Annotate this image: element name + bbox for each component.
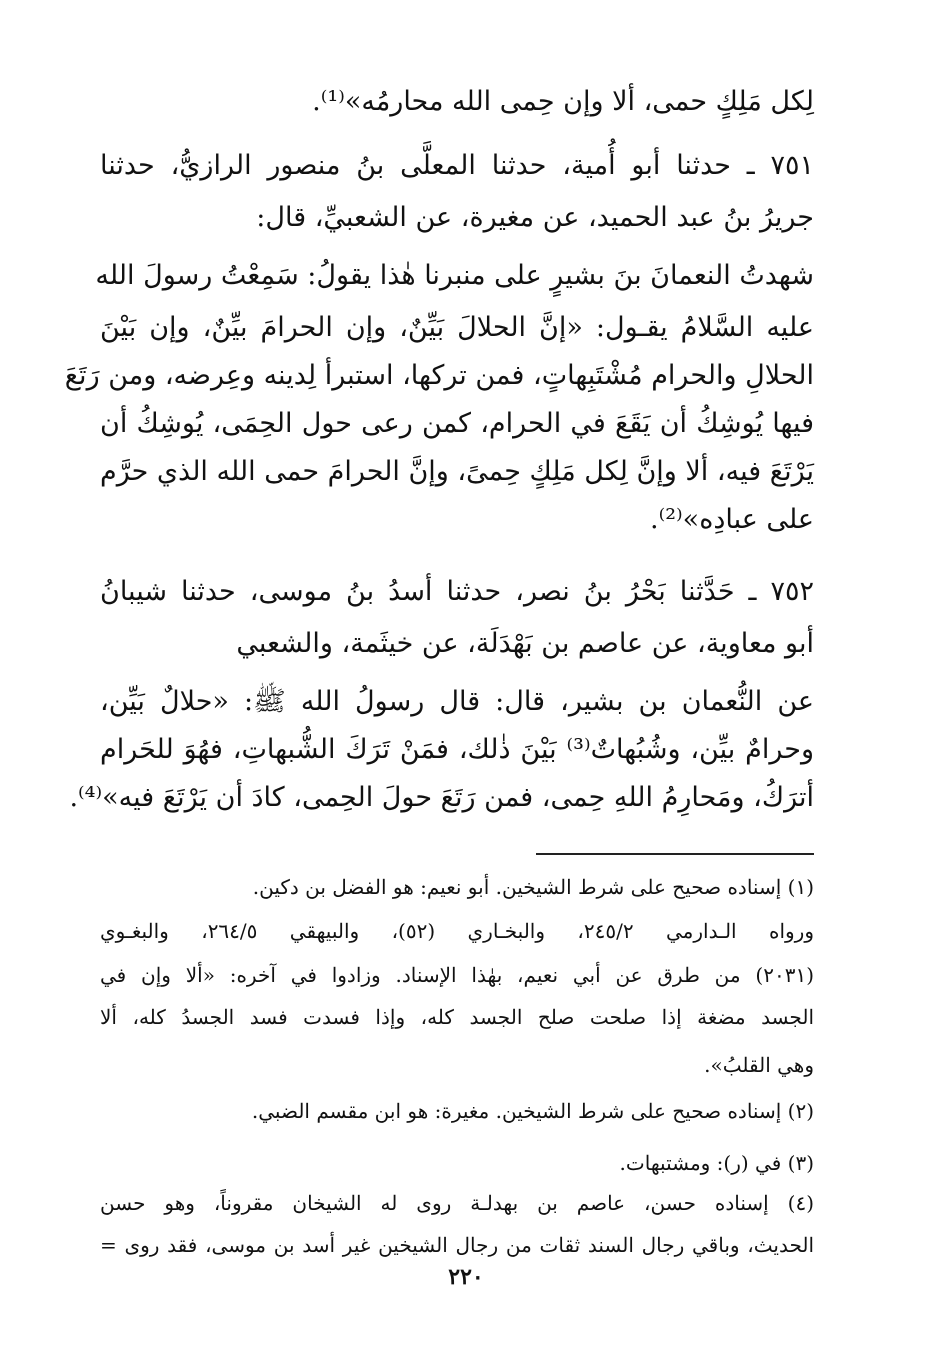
text-line: أبو معاوية، عن عاصم بن بَهْدَلَة، عن خيثَمة، والشعبي <box>236 628 814 659</box>
text-line: عن النُّعمان بن بشير، قال: قال رسولُ الله ﷺ: «حلالٌ بَيِّن، <box>100 686 814 717</box>
footnote-line: الجسد مضغة إذا صلحت صلح الجسد كله، وإذا فسدت فسد الجسدُ كله، ألا <box>100 1005 814 1029</box>
footnote-line: (٢) إسناده صحيح على شرط الشيخين. مغيرة: هو ابن مقسم الضبي. <box>251 1099 814 1123</box>
footnote-separator <box>536 853 814 855</box>
text-line: يَرْتَعَ فيه، ألا وإنَّ لِكل مَلِكٍ حِمىً، وإنَّ الحرامَ حمى الله الذي حرَّم <box>100 456 814 487</box>
hadith-751-line: ٧٥١ ـ حدثنا أبو أُمية، حدثنا المعلَّى بنُ منصور الرازيُّ، حدثنا <box>100 150 814 181</box>
page-number: ٢٢٠ <box>448 1264 484 1290</box>
text-line: جريرُ بنُ عبد الحميد، عن مغيرة، عن الشعبيِّ، قال: <box>256 202 814 233</box>
text-line: الحلالِ والحرام مُشْتَبِهاتٍ، فمن تركها، استبرأ لِدينه وعِرضه، ومن رَتَعَ <box>64 360 814 391</box>
text-line: شهدتُ النعمانَ بنَ بشيرٍ على منبرنا هٰذا يقولُ: سَمِعْتُ رسولَ الله <box>95 260 814 291</box>
text-line: أترَكُ، ومَحارِمُ اللهِ حِمى، فمن رَتَعَ حولَ الحِمى، كادَ أن يَرْتَعَ فيه»⁽⁴⁾. <box>69 782 814 813</box>
text-line: لِكل مَلِكٍ حمى، ألا وإن حِمى الله محارمُه»⁽¹⁾. <box>312 86 814 117</box>
footnote-line: (١) إسناده صحيح على شرط الشيخين. أبو نعيم: هو الفضل بن دكين. <box>252 875 814 899</box>
footnote-line: الحديث، وباقي رجال السند ثقات من رجال الشيخين غير أسد بن موسى، فقد روى = <box>100 1233 814 1257</box>
text-line: فيها يُوشِكُ أن يَقَعَ في الحرام، كمن رعى حول الحِمَى، يُوشِكُ أن <box>100 408 814 439</box>
footnote-line: (٢٠٣١) من طرق عن أبي نعيم، بهٰذا الإسناد. وزادوا في آخره: «ألا وإن في <box>100 963 814 987</box>
footnote-line: (٣) في (ر): ومشتبهات. <box>619 1151 814 1175</box>
footnote-line: وهي القلبُ». <box>704 1053 814 1077</box>
text-line: عليه السَّلامُ يقـول: «إنَّ الحلالَ بَيِّنٌ، وإن الحرامَ بيِّنٌ، وإن بَيْنَ <box>100 312 814 343</box>
footnote-line: ورواه الـدارمي ٢٤٥/٢، والبخـاري (٥٢)، والبيهقي ٢٦٤/٥، والبغـوي <box>100 919 814 943</box>
hadith-752-line: ٧٥٢ ـ حَدَّثنا بَحْرُ بنُ نصر، حدثنا أسدُ بنُ موسى، حدثنا شيبانُ <box>100 576 814 607</box>
text-line: على عبادِه»⁽²⁾. <box>650 504 814 535</box>
text-line: وحرامٌ بيِّن، وشُبُهاتٌ⁽³⁾ بَيْنَ ذٰلك، فمَنْ تَرَكَ الشُّبهاتِ، فهُوَ للحَرام <box>100 734 814 765</box>
footnote-line: (٤) إسناده حسن، عاصم بن بهدلـة روى له الشيخان مقروناً، وهو حسن <box>100 1191 814 1215</box>
